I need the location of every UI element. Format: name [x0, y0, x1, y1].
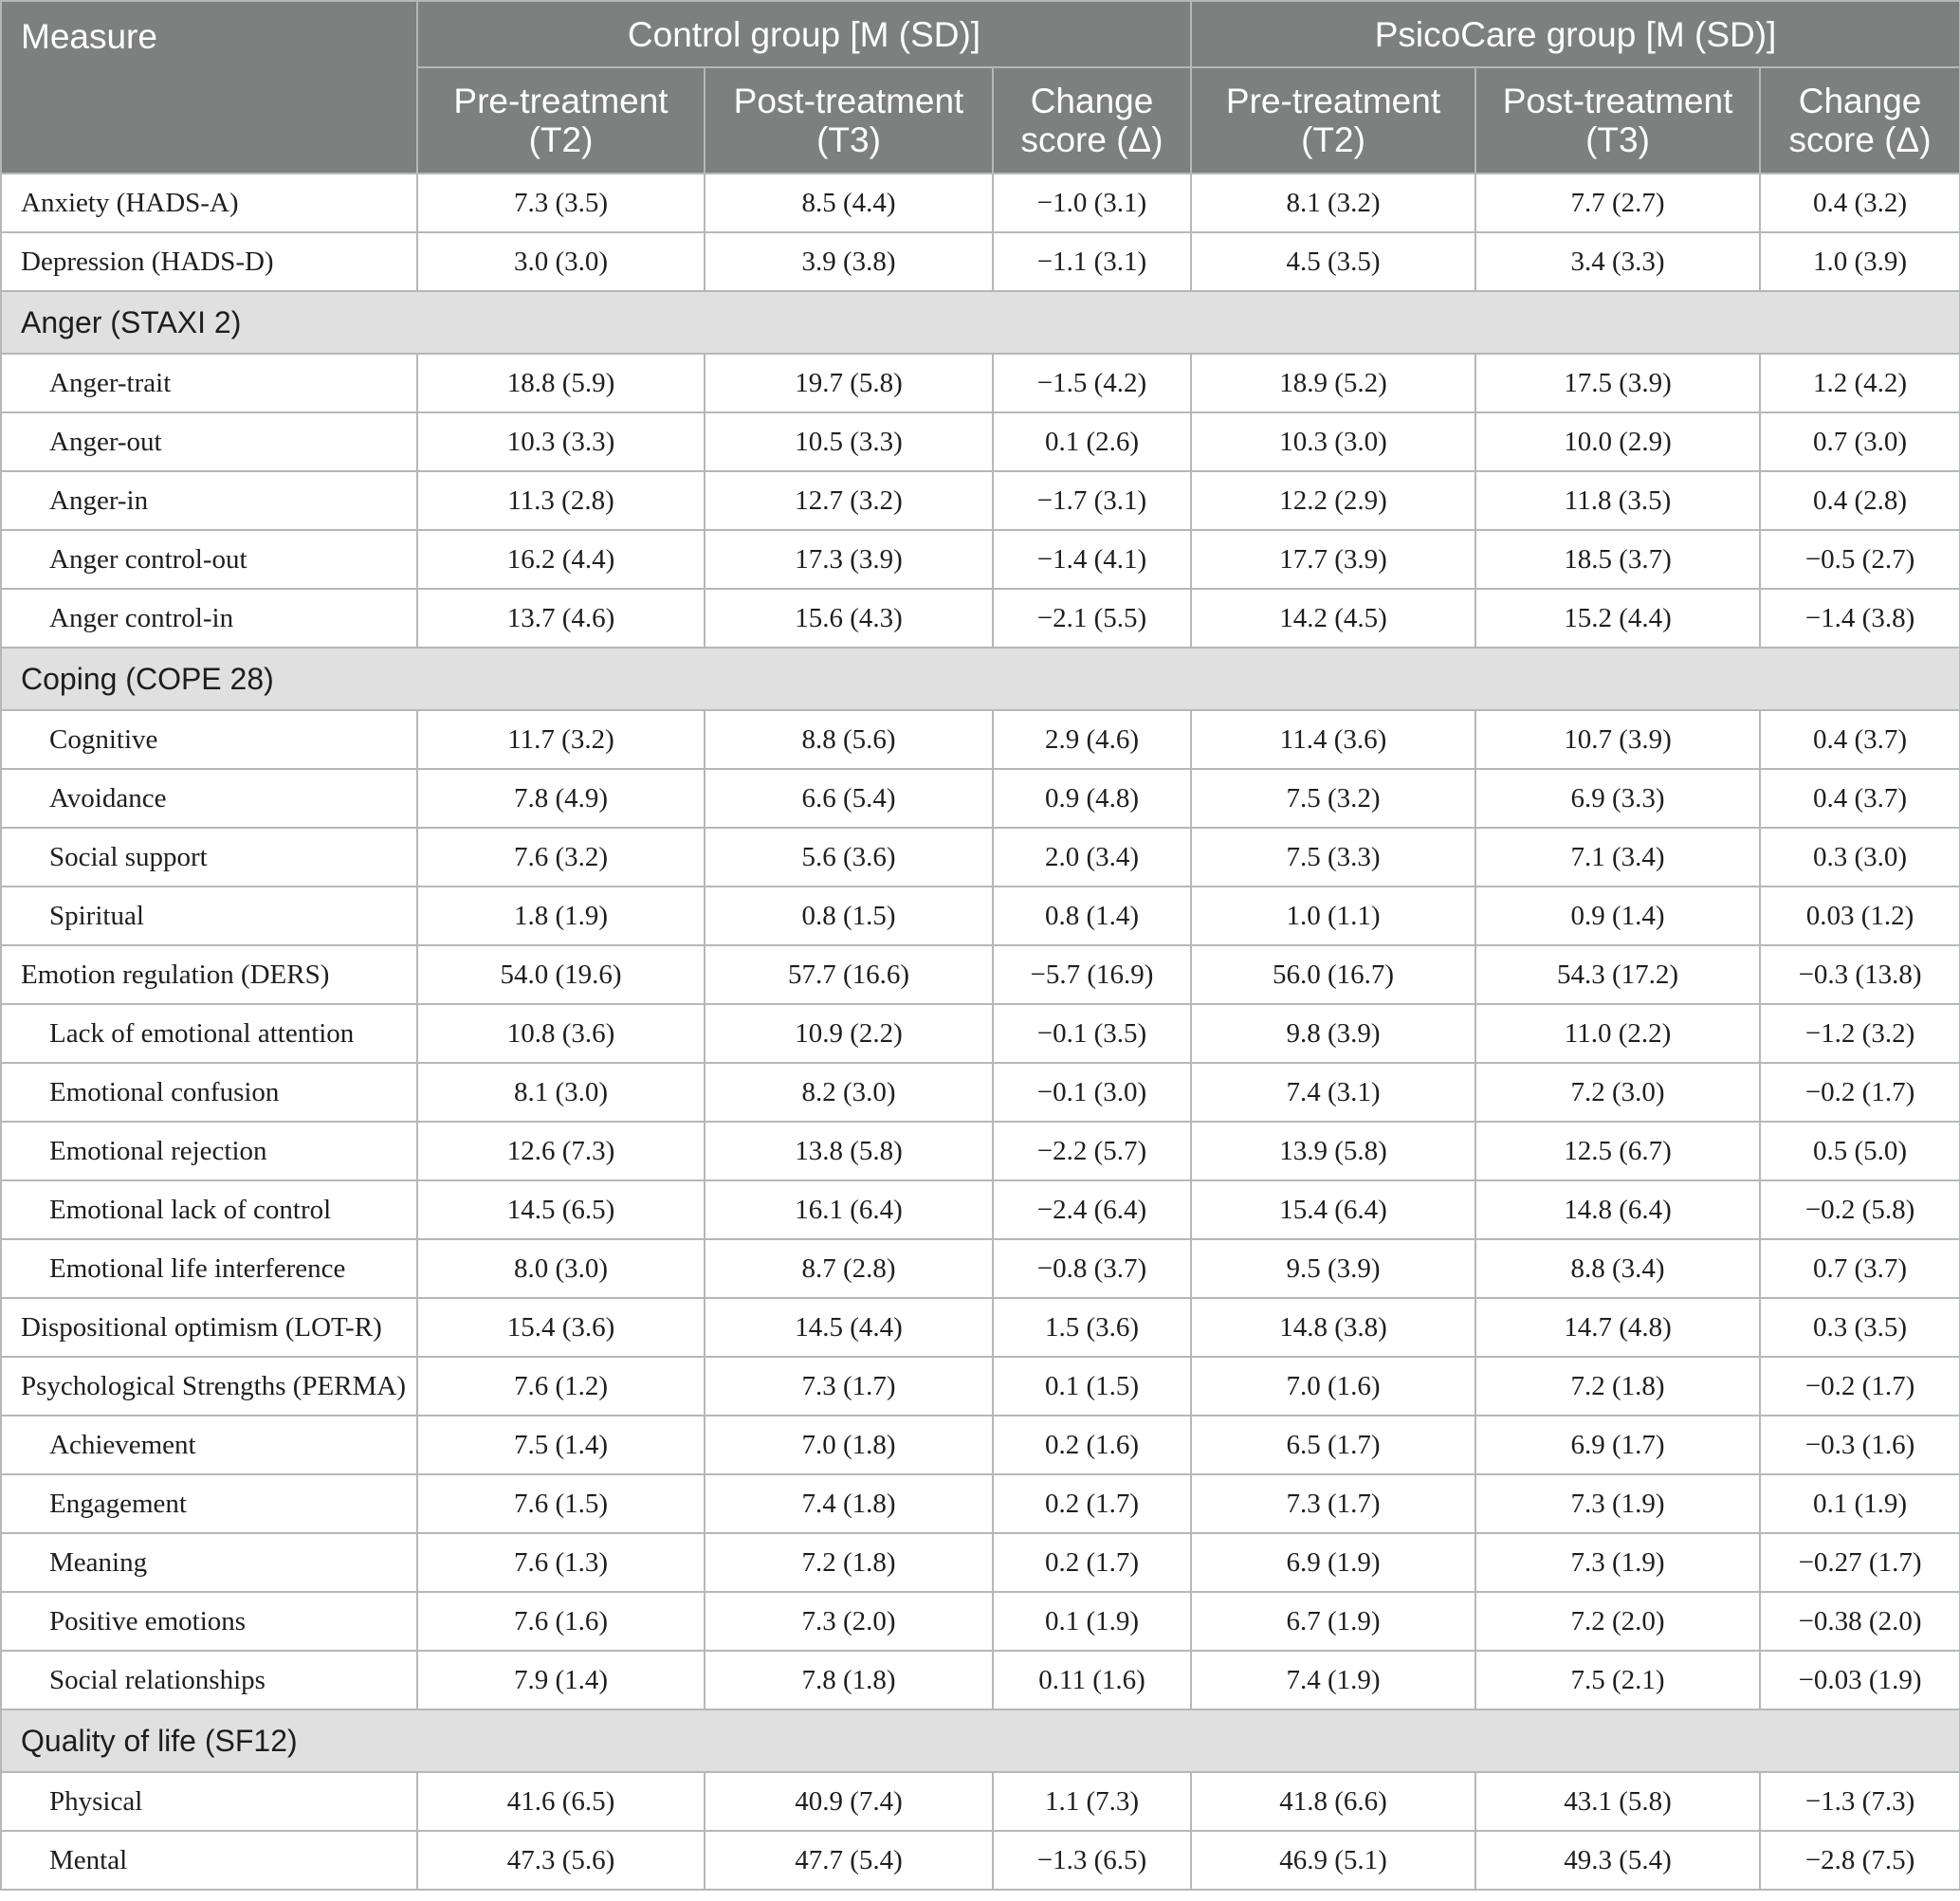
- measure-label: Cognitive: [1, 710, 417, 769]
- table-row: [1, 887, 1960, 945]
- header-control-post: Post-treatment (T3): [705, 67, 993, 174]
- value-cell: −2.8 (7.5): [1760, 1831, 1960, 1890]
- value-cell: −2.2 (5.7): [993, 1122, 1191, 1180]
- table-row: [1, 1533, 1960, 1592]
- value-cell: −0.2 (1.7): [1760, 1063, 1960, 1122]
- value-cell: 7.6 (1.6): [417, 1592, 705, 1651]
- value-cell: 10.3 (3.0): [1191, 412, 1475, 471]
- measure-label: Emotional lack of control: [1, 1180, 417, 1239]
- value-cell: 7.8 (1.8): [705, 1651, 993, 1709]
- value-cell: −1.1 (3.1): [993, 232, 1191, 291]
- value-cell: 16.2 (4.4): [417, 530, 705, 589]
- measure-label: Social support: [1, 828, 417, 887]
- value-cell: −1.0 (3.1): [993, 174, 1191, 232]
- value-cell: 7.1 (3.4): [1475, 828, 1760, 887]
- value-cell: 0.4 (3.7): [1760, 769, 1960, 828]
- table-row: [1, 589, 1960, 648]
- table-row: [1, 710, 1960, 769]
- value-cell: 17.3 (3.9): [705, 530, 993, 589]
- value-cell: 4.5 (3.5): [1191, 232, 1475, 291]
- value-cell: 15.2 (4.4): [1475, 589, 1760, 648]
- measure-label: Emotional rejection: [1, 1122, 417, 1180]
- measure-label: Anger control-out: [1, 530, 417, 589]
- header-control-pre: Pre-treatment (T2): [417, 67, 705, 174]
- measure-label: Avoidance: [1, 769, 417, 828]
- value-cell: 0.1 (1.9): [993, 1592, 1191, 1651]
- measure-label: Physical: [1, 1772, 417, 1831]
- value-cell: 7.7 (2.7): [1475, 174, 1760, 232]
- measure-label: Emotional confusion: [1, 1063, 417, 1122]
- value-cell: −1.4 (4.1): [993, 530, 1191, 589]
- value-cell: 0.1 (1.5): [993, 1357, 1191, 1416]
- value-cell: −1.2 (3.2): [1760, 1004, 1960, 1063]
- value-cell: 0.8 (1.5): [705, 887, 993, 945]
- value-cell: 0.2 (1.7): [993, 1474, 1191, 1533]
- value-cell: −0.2 (5.8): [1760, 1180, 1960, 1239]
- value-cell: 9.5 (3.9): [1191, 1239, 1475, 1298]
- value-cell: 16.1 (6.4): [705, 1180, 993, 1239]
- value-cell: 0.1 (2.6): [993, 412, 1191, 471]
- value-cell: −0.3 (13.8): [1760, 945, 1960, 1004]
- value-cell: 10.9 (2.2): [705, 1004, 993, 1063]
- value-cell: −0.27 (1.7): [1760, 1533, 1960, 1592]
- value-cell: 17.5 (3.9): [1475, 354, 1760, 412]
- measure-label: Lack of emotional attention: [1, 1004, 417, 1063]
- value-cell: 13.7 (4.6): [417, 589, 705, 648]
- value-cell: −1.4 (3.8): [1760, 589, 1960, 648]
- value-cell: 7.4 (3.1): [1191, 1063, 1475, 1122]
- table-header: [1, 1, 1960, 174]
- value-cell: 41.8 (6.6): [1191, 1772, 1475, 1831]
- section-label: Quality of life (SF12): [1, 1709, 1960, 1772]
- value-cell: 18.9 (5.2): [1191, 354, 1475, 412]
- value-cell: 7.2 (3.0): [1475, 1063, 1760, 1122]
- value-cell: 14.5 (6.5): [417, 1180, 705, 1239]
- table-row: [1, 1416, 1960, 1474]
- value-cell: 8.1 (3.0): [417, 1063, 705, 1122]
- value-cell: 12.6 (7.3): [417, 1122, 705, 1180]
- table-row: [1, 1474, 1960, 1533]
- table-row: [1, 1180, 1960, 1239]
- value-cell: 46.9 (5.1): [1191, 1831, 1475, 1890]
- section-row: [1, 291, 1960, 354]
- value-cell: 14.8 (6.4): [1475, 1180, 1760, 1239]
- value-cell: 2.0 (3.4): [993, 828, 1191, 887]
- value-cell: 7.8 (4.9): [417, 769, 705, 828]
- table-row: [1, 1004, 1960, 1063]
- value-cell: 7.4 (1.9): [1191, 1651, 1475, 1709]
- section-row: [1, 1709, 1960, 1772]
- value-cell: −0.3 (1.6): [1760, 1416, 1960, 1474]
- value-cell: 8.7 (2.8): [705, 1239, 993, 1298]
- value-cell: 15.4 (6.4): [1191, 1180, 1475, 1239]
- table-row: [1, 1592, 1960, 1651]
- measure-label: Depression (HADS-D): [1, 232, 417, 291]
- value-cell: 13.8 (5.8): [705, 1122, 993, 1180]
- header-psicocare-post: Post-treatment (T3): [1475, 67, 1760, 174]
- value-cell: 7.3 (2.0): [705, 1592, 993, 1651]
- value-cell: 7.5 (3.2): [1191, 769, 1475, 828]
- value-cell: 6.6 (5.4): [705, 769, 993, 828]
- value-cell: 11.3 (2.8): [417, 471, 705, 530]
- value-cell: 6.7 (1.9): [1191, 1592, 1475, 1651]
- measure-label: Anger-in: [1, 471, 417, 530]
- value-cell: 1.8 (1.9): [417, 887, 705, 945]
- value-cell: 2.9 (4.6): [993, 710, 1191, 769]
- value-cell: 0.4 (3.7): [1760, 710, 1960, 769]
- measure-label: Engagement: [1, 1474, 417, 1533]
- table-row: [1, 412, 1960, 471]
- header-psicocare-group: PsicoCare group [M (SD)]: [1191, 1, 1960, 67]
- value-cell: 8.8 (3.4): [1475, 1239, 1760, 1298]
- table-row: [1, 769, 1960, 828]
- value-cell: 10.0 (2.9): [1475, 412, 1760, 471]
- table-row: [1, 1772, 1960, 1831]
- value-cell: 47.3 (5.6): [417, 1831, 705, 1890]
- value-cell: 11.7 (3.2): [417, 710, 705, 769]
- value-cell: 54.3 (17.2): [1475, 945, 1760, 1004]
- value-cell: 0.4 (3.2): [1760, 174, 1960, 232]
- value-cell: 10.3 (3.3): [417, 412, 705, 471]
- value-cell: 0.5 (5.0): [1760, 1122, 1960, 1180]
- value-cell: −2.1 (5.5): [993, 589, 1191, 648]
- table-row: [1, 945, 1960, 1004]
- value-cell: 0.3 (3.5): [1760, 1298, 1960, 1357]
- measure-label: Emotional life interference: [1, 1239, 417, 1298]
- value-cell: 3.9 (3.8): [705, 232, 993, 291]
- value-cell: −0.38 (2.0): [1760, 1592, 1960, 1651]
- value-cell: −0.5 (2.7): [1760, 530, 1960, 589]
- value-cell: 7.6 (1.2): [417, 1357, 705, 1416]
- value-cell: −1.3 (7.3): [1760, 1772, 1960, 1831]
- value-cell: 7.0 (1.8): [705, 1416, 993, 1474]
- section-label: Coping (COPE 28): [1, 648, 1960, 710]
- value-cell: 8.0 (3.0): [417, 1239, 705, 1298]
- value-cell: 43.1 (5.8): [1475, 1772, 1760, 1831]
- value-cell: 40.9 (7.4): [705, 1772, 993, 1831]
- table-body: [1, 174, 1960, 1890]
- measure-label: Dispositional optimism (LOT-R): [1, 1298, 417, 1357]
- value-cell: 11.8 (3.5): [1475, 471, 1760, 530]
- value-cell: 1.1 (7.3): [993, 1772, 1191, 1831]
- value-cell: −1.7 (3.1): [993, 471, 1191, 530]
- value-cell: 0.7 (3.7): [1760, 1239, 1960, 1298]
- value-cell: −2.4 (6.4): [993, 1180, 1191, 1239]
- value-cell: 11.4 (3.6): [1191, 710, 1475, 769]
- header-measure: Measure: [1, 1, 417, 174]
- table-row: [1, 530, 1960, 589]
- value-cell: 6.9 (1.7): [1475, 1416, 1760, 1474]
- value-cell: 15.4 (3.6): [417, 1298, 705, 1357]
- table-row: [1, 1831, 1960, 1890]
- value-cell: 14.8 (3.8): [1191, 1298, 1475, 1357]
- measure-label: Psychological Strengths (PERMA): [1, 1357, 417, 1416]
- value-cell: 12.5 (6.7): [1475, 1122, 1760, 1180]
- value-cell: 0.4 (2.8): [1760, 471, 1960, 530]
- table-row: [1, 174, 1960, 232]
- value-cell: 8.1 (3.2): [1191, 174, 1475, 232]
- value-cell: 6.5 (1.7): [1191, 1416, 1475, 1474]
- value-cell: 7.0 (1.6): [1191, 1357, 1475, 1416]
- value-cell: −5.7 (16.9): [993, 945, 1191, 1004]
- value-cell: 49.3 (5.4): [1475, 1831, 1760, 1890]
- header-psicocare-change: Change score (Δ): [1760, 67, 1960, 174]
- measure-label: Anger control-in: [1, 589, 417, 648]
- value-cell: 0.9 (1.4): [1475, 887, 1760, 945]
- value-cell: 10.7 (3.9): [1475, 710, 1760, 769]
- value-cell: 1.5 (3.6): [993, 1298, 1191, 1357]
- value-cell: 56.0 (16.7): [1191, 945, 1475, 1004]
- value-cell: −0.2 (1.7): [1760, 1357, 1960, 1416]
- value-cell: 3.0 (3.0): [417, 232, 705, 291]
- table-row: [1, 1239, 1960, 1298]
- value-cell: 0.1 (1.9): [1760, 1474, 1960, 1533]
- value-cell: 12.7 (3.2): [705, 471, 993, 530]
- value-cell: 13.9 (5.8): [1191, 1122, 1475, 1180]
- value-cell: 7.6 (3.2): [417, 828, 705, 887]
- section-row: [1, 648, 1960, 710]
- table-row: [1, 1122, 1960, 1180]
- header-psicocare-pre: Pre-treatment (T2): [1191, 67, 1475, 174]
- value-cell: 7.5 (2.1): [1475, 1651, 1760, 1709]
- table-row: [1, 1298, 1960, 1357]
- value-cell: 8.2 (3.0): [705, 1063, 993, 1122]
- value-cell: 14.5 (4.4): [705, 1298, 993, 1357]
- value-cell: −0.1 (3.0): [993, 1063, 1191, 1122]
- value-cell: 1.2 (4.2): [1760, 354, 1960, 412]
- measure-label: Social relationships: [1, 1651, 417, 1709]
- measure-label: Positive emotions: [1, 1592, 417, 1651]
- value-cell: 54.0 (19.6): [417, 945, 705, 1004]
- value-cell: 10.5 (3.3): [705, 412, 993, 471]
- table-row: [1, 828, 1960, 887]
- table-row: [1, 471, 1960, 530]
- value-cell: 7.5 (1.4): [417, 1416, 705, 1474]
- table-row: [1, 1651, 1960, 1709]
- value-cell: 0.2 (1.6): [993, 1416, 1191, 1474]
- header-control-group: Control group [M (SD)]: [417, 1, 1191, 67]
- value-cell: 0.8 (1.4): [993, 887, 1191, 945]
- value-cell: −1.5 (4.2): [993, 354, 1191, 412]
- value-cell: 5.6 (3.6): [705, 828, 993, 887]
- value-cell: 17.7 (3.9): [1191, 530, 1475, 589]
- value-cell: 57.7 (16.6): [705, 945, 993, 1004]
- value-cell: 14.2 (4.5): [1191, 589, 1475, 648]
- table-row: [1, 354, 1960, 412]
- value-cell: 8.5 (4.4): [705, 174, 993, 232]
- measure-label: Anger-out: [1, 412, 417, 471]
- header-control-change: Change score (Δ): [993, 67, 1191, 174]
- value-cell: 3.4 (3.3): [1475, 232, 1760, 291]
- value-cell: 7.9 (1.4): [417, 1651, 705, 1709]
- table-row: [1, 1357, 1960, 1416]
- value-cell: 7.3 (3.5): [417, 174, 705, 232]
- table-row: [1, 232, 1960, 291]
- value-cell: −1.3 (6.5): [993, 1831, 1191, 1890]
- value-cell: 18.5 (3.7): [1475, 530, 1760, 589]
- value-cell: 7.6 (1.5): [417, 1474, 705, 1533]
- value-cell: 9.8 (3.9): [1191, 1004, 1475, 1063]
- measure-label: Anxiety (HADS-A): [1, 174, 417, 232]
- value-cell: 11.0 (2.2): [1475, 1004, 1760, 1063]
- value-cell: 1.0 (1.1): [1191, 887, 1475, 945]
- value-cell: 7.2 (1.8): [705, 1533, 993, 1592]
- measure-label: Achievement: [1, 1416, 417, 1474]
- value-cell: 6.9 (1.9): [1191, 1533, 1475, 1592]
- value-cell: −0.8 (3.7): [993, 1239, 1191, 1298]
- value-cell: 10.8 (3.6): [417, 1004, 705, 1063]
- table-row: [1, 1063, 1960, 1122]
- measure-label: Anger-trait: [1, 354, 417, 412]
- value-cell: 7.3 (1.9): [1475, 1533, 1760, 1592]
- value-cell: −0.03 (1.9): [1760, 1651, 1960, 1709]
- section-label: Anger (STAXI 2): [1, 291, 1960, 354]
- value-cell: 7.2 (2.0): [1475, 1592, 1760, 1651]
- value-cell: 7.4 (1.8): [705, 1474, 993, 1533]
- value-cell: 7.6 (1.3): [417, 1533, 705, 1592]
- value-cell: 7.5 (3.3): [1191, 828, 1475, 887]
- value-cell: 0.03 (1.2): [1760, 887, 1960, 945]
- value-cell: 7.2 (1.8): [1475, 1357, 1760, 1416]
- value-cell: −0.1 (3.5): [993, 1004, 1191, 1063]
- value-cell: 7.3 (1.7): [705, 1357, 993, 1416]
- value-cell: 7.3 (1.7): [1191, 1474, 1475, 1533]
- value-cell: 6.9 (3.3): [1475, 769, 1760, 828]
- value-cell: 47.7 (5.4): [705, 1831, 993, 1890]
- value-cell: 1.0 (3.9): [1760, 232, 1960, 291]
- measure-label: Spiritual: [1, 887, 417, 945]
- measure-label: Meaning: [1, 1533, 417, 1592]
- measure-label: Emotion regulation (DERS): [1, 945, 417, 1004]
- value-cell: 15.6 (4.3): [705, 589, 993, 648]
- value-cell: 0.2 (1.7): [993, 1533, 1191, 1592]
- value-cell: 19.7 (5.8): [705, 354, 993, 412]
- value-cell: 0.9 (4.8): [993, 769, 1191, 828]
- value-cell: 0.3 (3.0): [1760, 828, 1960, 887]
- measure-label: Mental: [1, 1831, 417, 1890]
- value-cell: 0.7 (3.0): [1760, 412, 1960, 471]
- value-cell: 18.8 (5.9): [417, 354, 705, 412]
- value-cell: 8.8 (5.6): [705, 710, 993, 769]
- value-cell: 7.3 (1.9): [1475, 1474, 1760, 1533]
- value-cell: 14.7 (4.8): [1475, 1298, 1760, 1357]
- value-cell: 41.6 (6.5): [417, 1772, 705, 1831]
- value-cell: 12.2 (2.9): [1191, 471, 1475, 530]
- value-cell: 0.11 (1.6): [993, 1651, 1191, 1709]
